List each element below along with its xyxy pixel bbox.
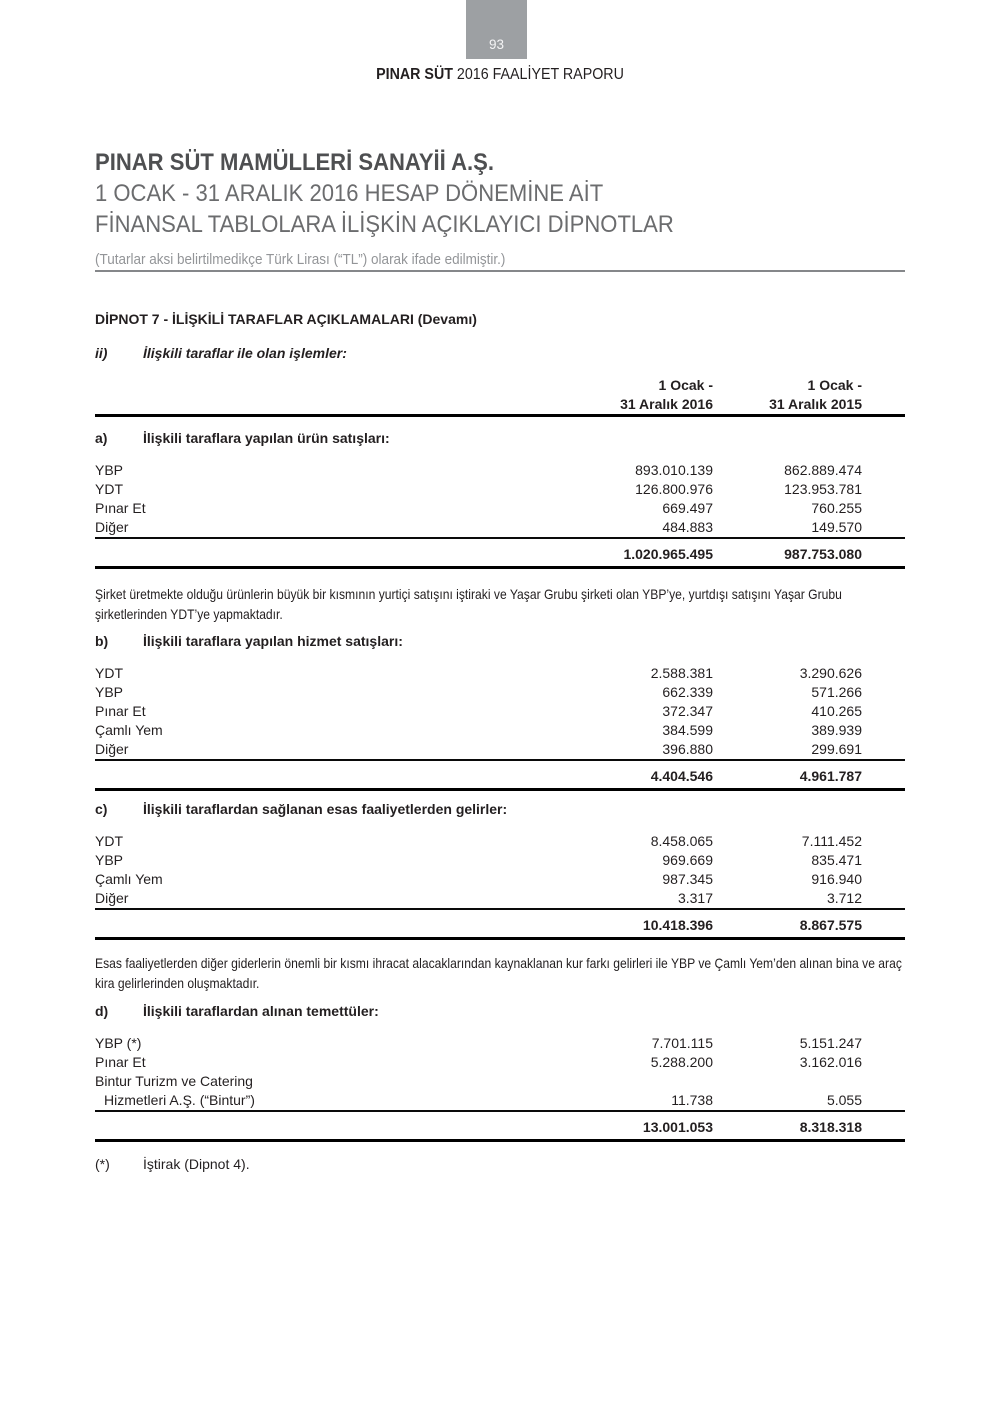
report-name: 2016 FAALİYET RAPORU (452, 66, 624, 83)
header-divider (95, 270, 905, 272)
subtotal-rule (95, 537, 905, 539)
value-2016: 3.317 (677, 890, 713, 906)
value-2015: 571.266 (811, 684, 862, 700)
table-row (95, 870, 905, 889)
spacer-cell (862, 664, 905, 683)
table-row (95, 518, 905, 537)
column-header-2016-line1: 1 Ocak - (658, 377, 713, 393)
value-2015: 862.889.474 (784, 462, 862, 478)
spacer-cell (862, 832, 905, 851)
value-2015: 835.471 (811, 852, 862, 868)
spacer-cell (862, 461, 905, 480)
value-2016: 662.339 (662, 684, 713, 700)
table-row (95, 1072, 905, 1091)
value-2015: 149.570 (811, 519, 862, 535)
section-b-marker: b) (95, 633, 109, 649)
section-b-total-row (95, 768, 905, 784)
value-2016: 8.458.065 (650, 833, 713, 849)
table-row (95, 1053, 905, 1072)
section-c-heading (95, 801, 905, 817)
page-number: 93 (488, 37, 505, 52)
row-label: Pınar Et (95, 1054, 146, 1070)
table-row (95, 683, 905, 702)
section-a-marker: a) (95, 430, 108, 446)
subsection-marker: ii) (95, 345, 108, 361)
currency-note: (Tutarlar aksi belirtilmedikçe Türk Lirası (“TL”) olarak ifade edilmiştir.) (95, 251, 506, 268)
row-label: Çamlı Yem (95, 722, 163, 738)
section-a-title: İlişkili taraflara yapılan ürün satışları: (143, 430, 390, 446)
section-d-total-row (95, 1119, 905, 1135)
section-c-marker: c) (95, 801, 108, 817)
value-2016: 987.345 (662, 871, 713, 887)
row-label: Diğer (95, 890, 129, 906)
spacer-cell (862, 376, 905, 414)
section-a-table (95, 461, 905, 537)
value-2015: 916.940 (811, 871, 862, 887)
spacer-cell (862, 870, 905, 889)
section-b-title: İlişkili taraflara yapılan hizmet satışları: (143, 633, 403, 649)
section-a-heading (95, 430, 905, 446)
value-2016: 893.010.139 (635, 462, 713, 478)
value-2016: 396.880 (662, 741, 713, 757)
spacer-cell (862, 917, 905, 933)
section-d-table (95, 1034, 905, 1110)
spacer-cell (95, 1119, 558, 1135)
section-b-bottom-rule (95, 788, 905, 791)
spacer-cell (862, 768, 905, 784)
notes-title-line: FİNANSAL TABLOLARA İLİŞKİN AÇIKLAYICI DİPNOTLAR (95, 211, 674, 238)
spacer-cell (862, 889, 905, 908)
value-2015: 123.953.781 (784, 481, 862, 497)
section-b-heading (95, 633, 905, 649)
column-header-2015-line2: 31 Aralık 2015 (769, 396, 862, 412)
value-2016: 11.738 (671, 1092, 713, 1108)
row-label: YBP (95, 852, 124, 868)
subtotal-rule (95, 759, 905, 761)
column-header-2016 (558, 376, 713, 414)
value-2015: 389.939 (811, 722, 862, 738)
total-2015: 987.753.080 (784, 546, 862, 562)
row-label: Bintur Turizm ve Catering (95, 1073, 253, 1089)
value-2016: 669.497 (662, 500, 713, 516)
value-2016: 2.588.381 (650, 665, 713, 681)
value-2015: 5.055 (826, 1092, 862, 1108)
spacer-cell (862, 499, 905, 518)
row-label: YDT (95, 481, 123, 497)
spacer-cell (95, 917, 558, 933)
row-label: YDT (95, 833, 123, 849)
spacer-cell (862, 480, 905, 499)
value-2016: 7.701.115 (651, 1035, 713, 1051)
paragraph-other-income: Esas faaliyetlerden diğer giderlerin önemli bir kısmı ihracat alacaklarından kaynaklanan kur farkı gelirleri ile YBP ve Çamlı Yem’den alınan bina ve araç kira gelirlerinden oluşmaktadır. (95, 955, 902, 991)
table-row (95, 499, 905, 518)
subsection-title: İlişkili taraflar ile olan işlemler: (143, 345, 347, 361)
footnote-marker: (*) (95, 1156, 110, 1172)
document-title (95, 147, 674, 240)
section-d-title: İlişkili taraflardan alınan temettüler: (143, 1003, 379, 1019)
section-a-total-row (95, 546, 905, 562)
note-7-content (95, 311, 905, 1172)
table-row (95, 1091, 905, 1110)
brand-name: PINAR SÜT (376, 66, 453, 83)
spacer-cell (862, 1034, 905, 1053)
table-row (95, 851, 905, 870)
section-b-table (95, 664, 905, 759)
subtotal-rule (95, 908, 905, 910)
column-header-2016-line2: 31 Aralık 2016 (620, 396, 713, 412)
value-2015: 3.162.016 (799, 1054, 862, 1070)
section-c-total-row (95, 917, 905, 933)
total-2016: 10.418.396 (642, 917, 713, 933)
table-row (95, 1034, 905, 1053)
column-header-2015-line1: 1 Ocak - (807, 377, 862, 393)
row-label: Diğer (95, 741, 129, 757)
row-label: YDT (95, 665, 123, 681)
value-2016: 126.800.976 (635, 481, 713, 497)
table-row (95, 702, 905, 721)
row-label: Pınar Et (95, 703, 146, 719)
spacer-cell (862, 1072, 905, 1091)
section-d-bottom-rule (95, 1139, 905, 1142)
section-d-heading (95, 1003, 905, 1019)
value-2016: 384.599 (662, 722, 713, 738)
value-2015: 3.290.626 (799, 665, 862, 681)
value-2016: 969.669 (662, 852, 713, 868)
table-row (95, 721, 905, 740)
table-row (95, 461, 905, 480)
value-2016: 372.347 (662, 703, 713, 719)
row-label: Hizmetleri A.Ş. (“Bintur”) (104, 1092, 255, 1108)
dipnot-7-heading: DİPNOT 7 - İLİŞKİLİ TARAFLAR AÇIKLAMALARI (Devamı) (95, 311, 477, 327)
table-row (95, 740, 905, 759)
table-row (95, 889, 905, 908)
value-2016 (558, 1072, 713, 1091)
period-line: 1 OCAK - 31 ARALIK 2016 HESAP DÖNEMİNE AİT (95, 180, 604, 207)
row-label: YBP (95, 684, 124, 700)
value-2015: 5.151.247 (799, 1035, 862, 1051)
table-row (95, 664, 905, 683)
spacer-cell (95, 546, 558, 562)
spacer-cell (862, 1091, 905, 1110)
value-2015: 7.111.452 (801, 833, 862, 849)
spacer-cell (862, 683, 905, 702)
column-header-2015 (713, 376, 862, 414)
spacer-cell (862, 1119, 905, 1135)
table-row (95, 832, 905, 851)
footnote (95, 1156, 905, 1172)
spacer-cell (862, 1053, 905, 1072)
value-2015: 299.691 (811, 741, 862, 757)
section-a-bottom-rule (95, 566, 905, 569)
total-2015: 8.867.575 (799, 917, 862, 933)
total-2016: 1.020.965.495 (623, 546, 713, 562)
row-label: Diğer (95, 519, 129, 535)
spacer-cell (862, 546, 905, 562)
total-2016: 13.001.053 (642, 1119, 713, 1135)
subtotal-rule (95, 1110, 905, 1112)
running-header (40, 66, 960, 84)
spacer-cell (862, 702, 905, 721)
row-label: Pınar Et (95, 500, 146, 516)
total-2015: 8.318.318 (799, 1119, 862, 1135)
value-2015: 410.265 (811, 703, 862, 719)
value-2015: 3.712 (826, 890, 862, 906)
value-2015: 760.255 (811, 500, 862, 516)
total-2015: 4.961.787 (799, 768, 862, 784)
footnote-text: İştirak (Dipnot 4). (143, 1156, 250, 1172)
row-label: Çamlı Yem (95, 871, 163, 887)
row-label: YBP (*) (95, 1035, 142, 1051)
section-c-title: İlişkili taraflardan sağlanan esas faaliyetlerden gelirler: (143, 801, 508, 817)
spacer-cell (95, 376, 558, 414)
total-2016: 4.404.546 (650, 768, 713, 784)
value-2015 (713, 1072, 862, 1091)
paragraph-product-sales: Şirket üretmekte olduğu ürünlerin büyük bir kısmının yurtiçi satışını iştiraki ve Yaşar Grubu şirketi olan YBP’ye, yurtdışı satışını Yaşar Grubu şirketlerinden YDT’ye yapmaktadır. (95, 586, 842, 622)
table-row (95, 480, 905, 499)
subsection-ii-heading (95, 345, 905, 361)
section-c-bottom-rule (95, 937, 905, 940)
spacer-cell (95, 768, 558, 784)
table-column-headers (95, 376, 905, 414)
spacer-cell (862, 740, 905, 759)
section-d-marker: d) (95, 1003, 109, 1019)
page-number-box (466, 0, 527, 59)
row-label: YBP (95, 462, 124, 478)
spacer-cell (862, 851, 905, 870)
company-name: PINAR SÜT MAMÜLLERİ SANAYİİ A.Ş. (95, 149, 494, 176)
value-2016: 484.883 (662, 519, 713, 535)
table-header-rule (95, 414, 905, 417)
value-2016: 5.288.200 (650, 1054, 713, 1070)
spacer-cell (862, 721, 905, 740)
spacer-cell (862, 518, 905, 537)
section-c-table (95, 832, 905, 908)
